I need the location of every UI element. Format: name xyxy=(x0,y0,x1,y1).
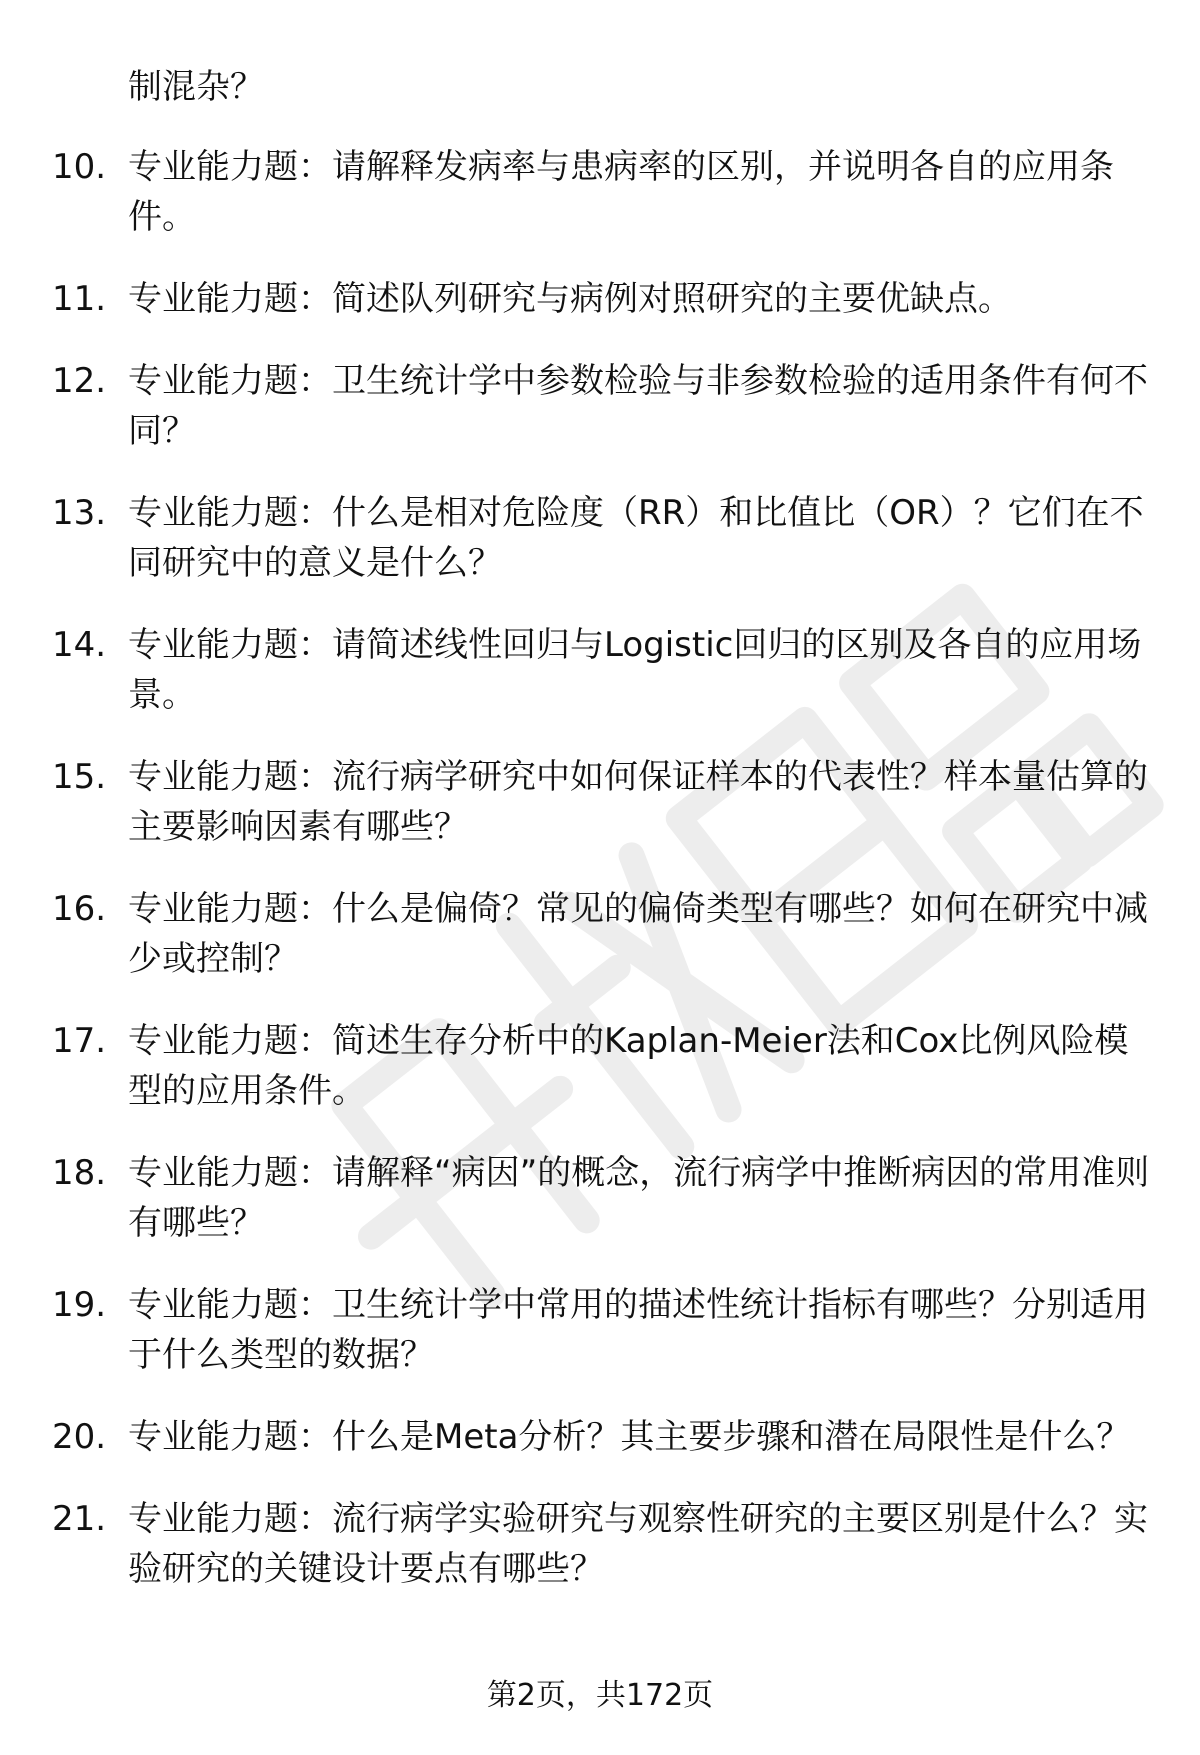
list-item xyxy=(0,142,1200,242)
list-item xyxy=(0,356,1200,456)
question-text: 专业能力题：请解释“病因”的概念，流行病学中推断病因的常用准则有哪些？ xyxy=(128,1153,1150,1243)
question-text: 专业能力题：什么是偏倚？常见的偏倚类型有哪些？如何在研究中减少或控制？ xyxy=(128,889,1148,979)
question-number: 15. xyxy=(52,757,107,797)
question-number: 18. xyxy=(52,1153,107,1193)
question-text: 专业能力题：卫生统计学中常用的描述性统计指标有哪些？分别适用于什么类型的数据？ xyxy=(128,1285,1148,1375)
question-text: 专业能力题：简述生存分析中的Kaplan-Meier法和Cox比例风险模型的应用条件。 xyxy=(128,1021,1129,1111)
question-number: 21. xyxy=(52,1499,107,1539)
question-number: 10. xyxy=(52,147,107,187)
list-item xyxy=(0,1412,1200,1462)
question-text: 专业能力题：什么是相对危险度（RR）和比值比（OR）？它们在不同研究中的意义是什么？ xyxy=(128,493,1144,583)
question-text: 专业能力题：流行病学实验研究与观察性研究的主要区别是什么？实验研究的关键设计要点有哪些？ xyxy=(128,1499,1148,1589)
page-footer: 第2页，共172页 xyxy=(486,1678,714,1713)
list-item xyxy=(0,1016,1200,1116)
list-item xyxy=(0,620,1200,720)
question-text: 专业能力题：请解释发病率与患病率的区别，并说明各自的应用条件。 xyxy=(128,147,1114,237)
list-item xyxy=(0,1148,1200,1248)
list-item xyxy=(0,488,1200,588)
continuation-text: 制混杂？ xyxy=(128,67,264,107)
question-number: 14. xyxy=(52,625,107,665)
list-item xyxy=(0,752,1200,852)
question-text: 专业能力题：什么是Meta分析？其主要步骤和潜在局限性是什么？ xyxy=(128,1417,1131,1457)
question-number: 12. xyxy=(52,361,107,401)
question-number: 17. xyxy=(52,1021,107,1061)
question-list xyxy=(0,142,1200,1626)
question-text: 专业能力题：流行病学研究中如何保证样本的代表性？样本量估算的主要影响因素有哪些？ xyxy=(128,757,1148,847)
list-item xyxy=(0,274,1200,324)
list-item xyxy=(0,1494,1200,1594)
question-text: 专业能力题：请简述线性回归与Logistic回归的区别及各自的应用场景。 xyxy=(128,625,1142,715)
question-number: 19. xyxy=(52,1285,107,1325)
question-number: 11. xyxy=(52,279,107,319)
question-text: 专业能力题：卫生统计学中参数检验与非参数检验的适用条件有何不同？ xyxy=(128,361,1148,451)
list-item xyxy=(0,1280,1200,1380)
question-number: 20. xyxy=(52,1417,107,1457)
question-text: 专业能力题：简述队列研究与病例对照研究的主要优缺点。 xyxy=(128,279,1012,319)
list-item xyxy=(0,884,1200,984)
question-number: 13. xyxy=(52,493,107,533)
question-number: 16. xyxy=(52,889,107,929)
